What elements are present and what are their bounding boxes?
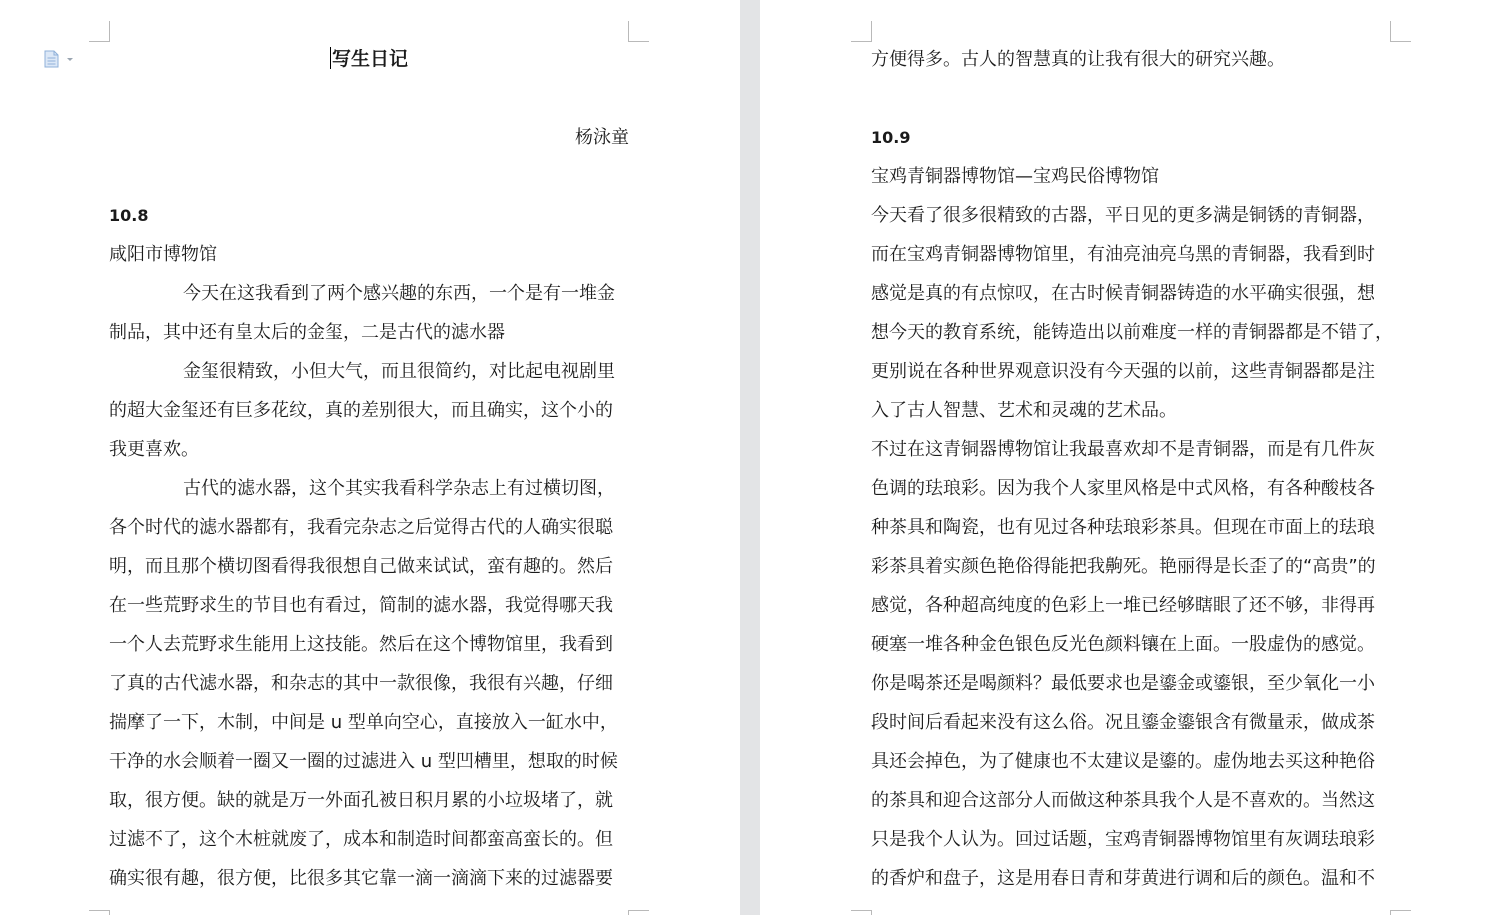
- paragraph-line: 只是我个人认为。回过话题，宝鸡青铜器博物馆里有灰调珐琅彩: [871, 829, 1375, 850]
- document-title: 写生日记: [331, 48, 408, 70]
- paragraph-line: 彩茶具着实颜色艳俗得能把我齁死。艳丽得是长歪了的“高贵”的: [871, 556, 1376, 577]
- paragraph-line: 种茶具和陶瓷，也有见过各种珐琅彩茶具。但现在市面上的珐琅: [871, 517, 1375, 538]
- paragraph-line: 而在宝鸡青铜器博物馆里，有油亮油亮乌黑的青铜器，我看到时: [871, 244, 1375, 265]
- entry-place: 咸阳市博物馆: [109, 244, 217, 265]
- paragraph-line: 制品，其中还有皇太后的金玺，二是古代的滤水器: [109, 322, 505, 343]
- paragraph-line: 段时间后看起来没有这么俗。况且鎏金鎏银含有微量汞，做成茶: [871, 712, 1375, 733]
- paragraph-line: 明，而且那个横切图看得我很想自己做来试试，蛮有趣的。然后: [109, 556, 613, 577]
- page-corner-mark: [628, 910, 649, 915]
- paragraph-line: 干净的水会顺着一圈又一圈的过滤进入 u 型凹槽里，想取的时候: [109, 751, 618, 772]
- paragraph-line: 的茶具和迎合这部分人而做这种茶具我个人是不喜欢的。当然这: [871, 790, 1375, 811]
- paragraph-line: 想今天的教育系统，能铸造出以前难度一样的青铜器都是不错了，: [871, 322, 1393, 343]
- entry-place: 宝鸡青铜器博物馆—宝鸡民俗博物馆: [871, 166, 1159, 187]
- author-name: 杨泳童: [575, 127, 629, 148]
- paragraph-line: 取，很方便。缺的就是万一外面孔被日积月累的小垃圾堵了，就: [109, 790, 613, 811]
- paragraph-line: 今天在这我看到了两个感兴趣的东西，一个是有一堆金: [183, 283, 615, 304]
- left-page-text[interactable]: [109, 40, 629, 898]
- paragraph-line: 确实很有趣，很方便，比很多其它靠一滴一滴滴下来的过滤器要: [109, 868, 613, 889]
- paragraph-line: 在一些荒野求生的节目也有看过，简制的滤水器，我觉得哪天我: [109, 595, 613, 616]
- page-corner-mark: [628, 21, 649, 42]
- paragraph-line: 古代的滤水器，这个其实我看科学杂志上有过横切图，: [183, 478, 615, 499]
- page-corner-mark: [1390, 21, 1411, 42]
- paragraph-line: 更别说在各种世界观意识没有今天强的以前，这些青铜器都是注: [871, 361, 1375, 382]
- paragraph-line: 的香炉和盘子，这是用春日青和芽黄进行调和后的颜色。温和不: [871, 868, 1375, 889]
- paragraph-line: 金玺很精致，小但大气，而且很简约，对比起电视剧里: [183, 361, 615, 382]
- entry-date: 10.8: [109, 206, 149, 225]
- paragraph-line: 我更喜欢。: [109, 439, 199, 460]
- paragraph-line: 今天看了很多很精致的古器，平日见的更多满是铜锈的青铜器，: [871, 205, 1375, 226]
- paragraph-line: 各个时代的滤水器都有，我看完杂志之后觉得古代的人确实很聪: [109, 517, 613, 538]
- right-page-text[interactable]: [871, 40, 1401, 898]
- paragraph-line: 色调的珐琅彩。因为我个人家里风格是中式风格，有各种酸枝各: [871, 478, 1375, 499]
- paragraph-line: 具还会掉色，为了健康也不太建议是鎏的。虚伪地去买这种艳俗: [871, 751, 1375, 772]
- page-corner-mark: [851, 910, 872, 915]
- paragraph-line: 感觉，各种超高纯度的色彩上一堆已经够瞎眼了还不够，非得再: [871, 595, 1375, 616]
- paragraph-line: 揣摩了一下，木制，中间是 u 型单向空心，直接放入一缸水中，: [109, 712, 618, 733]
- paragraph-line: 感觉是真的有点惊叹，在古时候青铜器铸造的水平确实很强，想: [871, 283, 1375, 304]
- document-options-icon[interactable]: [43, 50, 77, 68]
- page-corner-mark: [89, 21, 110, 42]
- paragraph-line: 入了古人智慧、艺术和灵魂的艺术品。: [871, 400, 1177, 421]
- text-cursor: [330, 47, 331, 69]
- paragraph-line: 方便得多。古人的智慧真的让我有很大的研究兴趣。: [871, 49, 1285, 70]
- paragraph-line: 你是喝茶还是喝颜料？最低要求也是鎏金或鎏银，至少氧化一小: [871, 673, 1375, 694]
- paragraph-line: 过滤不了，这个木桩就废了，成本和制造时间都蛮高蛮长的。但: [109, 829, 613, 850]
- paragraph-line: 的超大金玺还有巨多花纹，真的差别很大，而且确实，这个小的: [109, 400, 613, 421]
- paragraph-line: 硬塞一堆各种金色银色反光色颜料镶在上面。一股虚伪的感觉。: [871, 634, 1375, 655]
- page-corner-mark: [851, 21, 872, 42]
- page-corner-mark: [89, 910, 110, 915]
- paragraph-line: 一个人去荒野求生能用上这技能。然后在这个博物馆里，我看到: [109, 634, 613, 655]
- paragraph-line: 不过在这青铜器博物馆让我最喜欢却不是青铜器，而是有几件灰: [871, 439, 1375, 460]
- paragraph-line: 了真的古代滤水器，和杂志的其中一款很像，我很有兴趣，仔细: [109, 673, 613, 694]
- page-corner-mark: [1390, 910, 1411, 915]
- entry-date: 10.9: [871, 128, 911, 147]
